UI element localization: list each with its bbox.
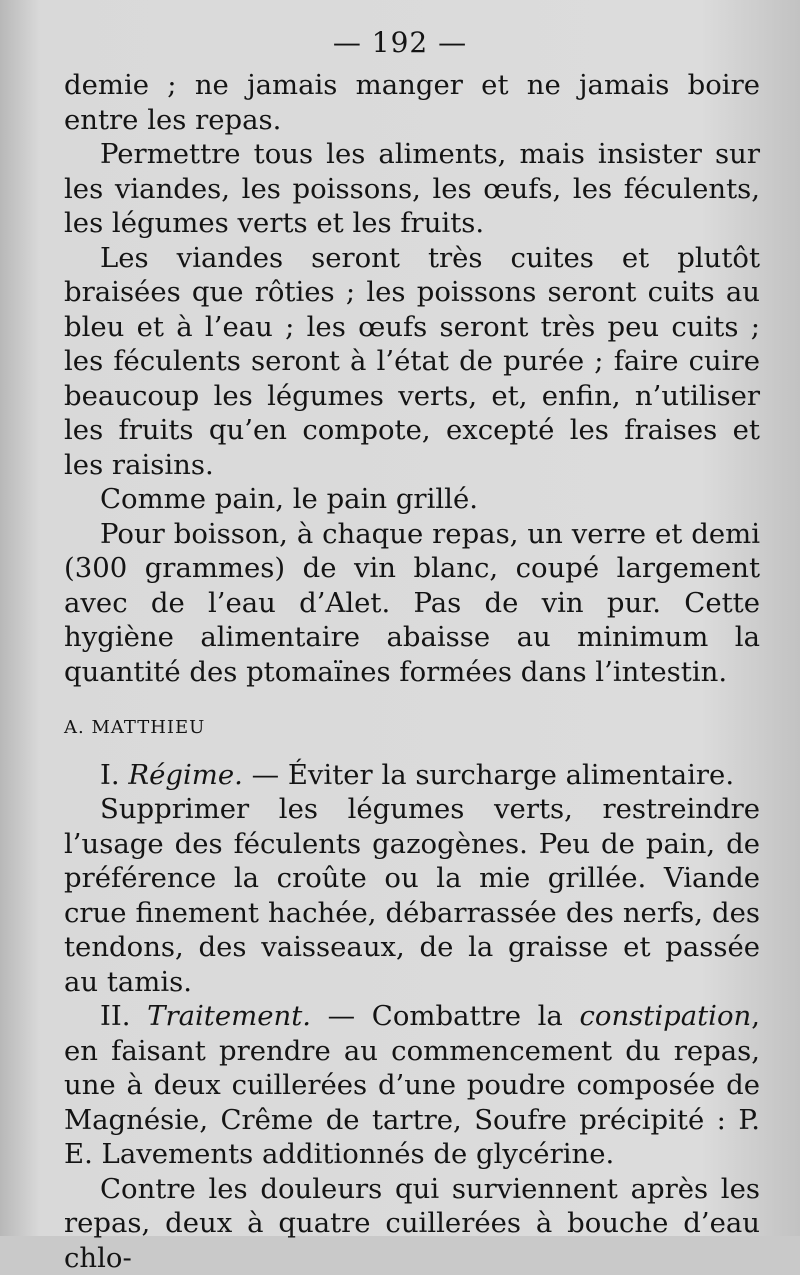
- paragraph-douleurs: Contre les douleurs qui surviennent après les repas, deux à quatre cuillerées à bouche d’eau chlo-: [64, 1172, 760, 1275]
- paragraph-pain: Comme pain, le pain grillé.: [64, 482, 760, 517]
- traitement-paragraph: [64, 999, 760, 1172]
- page-number: — 192 —: [0, 26, 800, 59]
- paragraph-regime: Supprimer les légumes verts, restreindre l’usage des féculents gazogènes. Peu de pain, de préférence la croûte ou la mie grillée. Viande crue finement hachée, débarrassée des nerfs, des tendons, des vaisseaux, de la graisse et passée au tamis.: [64, 792, 760, 999]
- traitement-title: Traitement.: [147, 1000, 311, 1032]
- traitement-text-before: — Combattre la: [311, 1000, 580, 1032]
- traitement-number: II.: [100, 1000, 130, 1032]
- regime-number: I.: [100, 759, 120, 791]
- section-author: A. MATTHIEU: [64, 711, 760, 746]
- regime-heading: [64, 758, 760, 793]
- paragraph-boisson: Pour boisson, à chaque repas, un verre et demi (300 grammes) de vin blanc, coupé largement avec de l’eau d’Alet. Pas de vin pur. Cette hygiène alimentaire abaisse au minimum la quantité des ptomaïnes formées dans l’intestin.: [64, 517, 760, 690]
- paragraph-continuation: demie ; ne jamais manger et ne jamais boire entre les repas.: [64, 68, 760, 137]
- regime-text: — Éviter la surcharge alimentaire.: [243, 759, 734, 791]
- traitement-emphasis: constipation: [580, 1000, 752, 1032]
- traitement-text-after: , en faisant prendre au commencement du repas, une à deux cuillerées d’une poudre composée de Magnésie, Crême de tartre, Soufre précipité : P. E. Lavements additionnés de glycérine.: [64, 1000, 760, 1170]
- regime-title: Régime.: [128, 759, 242, 791]
- paragraph-aliments: Permettre tous les aliments, mais insister sur les viandes, les poissons, les œufs, les féculents, les légumes verts et les fruits.: [64, 137, 760, 241]
- page-body: [64, 68, 760, 1275]
- paragraph-viandes: Les viandes seront très cuites et plutôt braisées que rôties ; les poissons seront cuits au bleu et à l’eau ; les œufs seront très peu cuits ; les féculents seront à l’état de purée ; faire cuire beaucoup les légumes verts, et, enfin, n’utiliser les fruits qu’en compote, excepté les fraises et les raisins.: [64, 241, 760, 483]
